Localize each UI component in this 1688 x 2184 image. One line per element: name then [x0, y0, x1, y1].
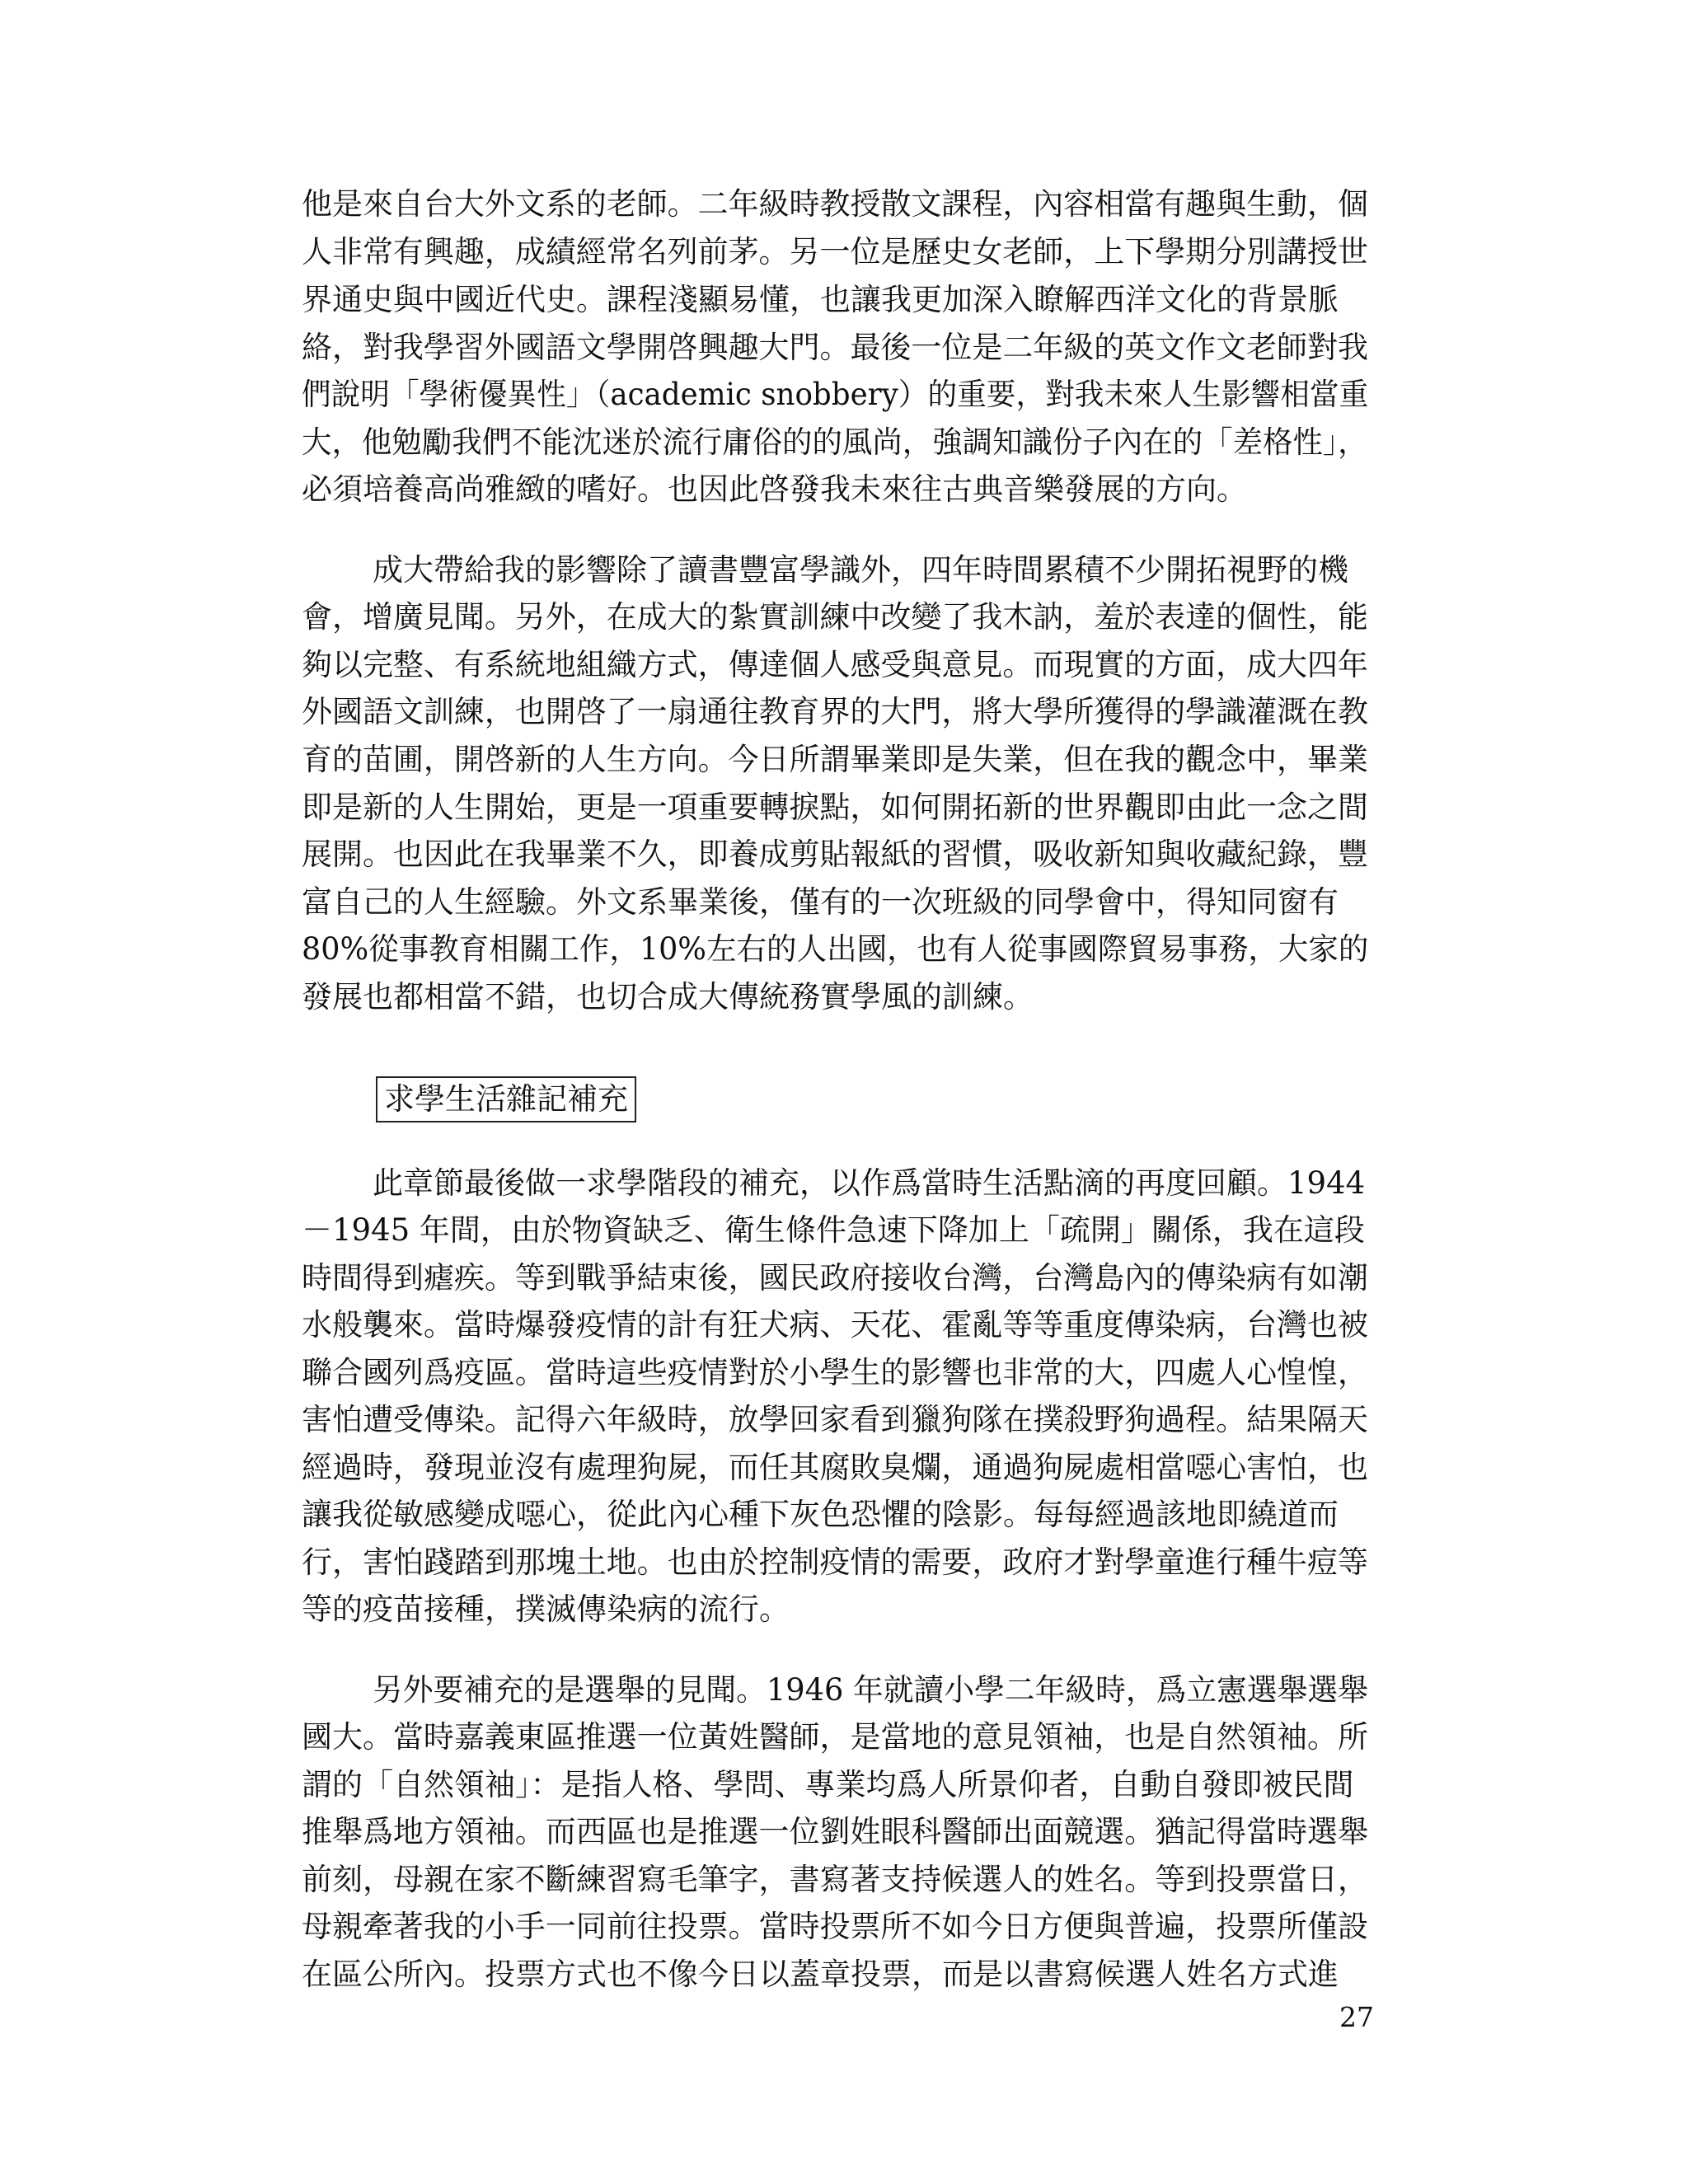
section-heading: 求學生活雜記補充: [376, 1076, 636, 1122]
text-line: 母親牽著我的小手一同前往投票。當時投票所不如今日方便與普遍，投票所僅設: [302, 1909, 1368, 1944]
text-line: 發展也都相當不錯，也切合成大傳統務實學風的訓練。: [302, 979, 1034, 1015]
text-line: 夠以完整、有系統地組織方式，傳達個人感受與意見。而現實的方面，成大四年: [302, 647, 1368, 682]
text-line: 謂的「自然領袖」：是指人格、學問、專業均爲人所景仰者，自動自發即被民間: [302, 1767, 1354, 1802]
text-line: 此章節最後做一求學階段的補充，以作爲當時生活點滴的再度回顧。1944: [373, 1165, 1366, 1201]
text-line: 80%從事教育相關工作，10%左右的人出國，也有人從事國際貿易事務，大家的: [302, 931, 1369, 967]
text-line: 時間得到瘧疾。等到戰爭結束後，國民政府接收台灣，台灣島內的傳染病有如潮: [302, 1260, 1368, 1296]
text-line: 大，他勉勵我們不能沈迷於流行庸俗的的風尚，強調知識份子內在的「差格性」，: [302, 424, 1368, 460]
text-line: 展開。也因此在我畢業不久，即養成剪貼報紙的習慣，吸收新知與收藏紀錄，豐: [302, 837, 1368, 872]
text-line: 推舉爲地方領袖。而西區也是推選一位劉姓眼科醫師出面競選。猶記得當時選舉: [302, 1814, 1368, 1849]
text-line: 育的苗圃，開啓新的人生方向。今日所謂畢業即是失業，但在我的觀念中，畢業: [302, 742, 1368, 777]
text-line: 行，害怕踐踏到那塊土地。也由於控制疫情的需要，政府才對學童進行種牛痘等: [302, 1544, 1368, 1580]
text-line: 在區公所內。投票方式也不像今日以蓋章投票，而是以書寫候選人姓名方式進: [302, 1957, 1339, 1992]
text-line: 水般襲來。當時爆發疫情的計有狂犬病、天花、霍亂等等重度傳染病，台灣也被: [302, 1307, 1368, 1343]
text-line: －1945 年間，由於物資缺乏、衛生條件急速下降加上「疏開」關係，我在這段: [302, 1212, 1365, 1248]
page-number: 27: [1339, 2001, 1374, 2033]
text-line: 界通史與中國近代史。課程淺顯易懂，也讓我更加深入瞭解西洋文化的背景脈: [302, 282, 1339, 317]
text-line: 他是來自台大外文系的老師。二年級時教授散文課程，內容相當有趣與生動，個: [302, 186, 1368, 222]
text-line: 即是新的人生開始，更是一項重要轉捩點，如何開拓新的世界觀即由此一念之間: [302, 790, 1368, 825]
text-line: 等的疫苗接種，撲滅傳染病的流行。: [302, 1591, 790, 1627]
text-line: 害怕遭受傳染。記得六年級時，放學回家看到獵狗隊在撲殺野狗過程。結果隔天: [302, 1402, 1368, 1437]
text-line: 經過時，發現並沒有處理狗屍，而任其腐敗臭爛，通過狗屍處相當噁心害怕，也: [302, 1450, 1368, 1485]
text-line: 們說明「學術優異性」（academic snobbery）的重要，對我未來人生影響相當重: [302, 377, 1369, 412]
text-line: 外國語文訓練，也開啓了一扇通往教育界的大門，將大學所獲得的學識灌溉在教: [302, 694, 1368, 729]
text-line: 前刻，母親在家不斷練習寫毛筆字，書寫著支持候選人的姓名。等到投票當日，: [302, 1862, 1368, 1897]
text-line: 絡，對我學習外國語文學開啓興趣大門。最後一位是二年級的英文作文老師對我: [302, 330, 1368, 365]
text-line: 讓我從敏感變成噁心，從此內心種下灰色恐懼的陰影。每每經過該地即繞道而: [302, 1497, 1339, 1532]
text-line: 富自己的人生經驗。外文系畢業後，僅有的一次班級的同學會中，得知同窗有: [302, 884, 1339, 920]
text-line: 另外要補充的是選舉的見聞。1946 年就讀小學二年級時，爲立憲選舉選舉: [373, 1672, 1368, 1708]
text-line: 國大。當時嘉義東區推選一位黃姓醫師，是當地的意見領袖，也是自然領袖。所: [302, 1719, 1368, 1755]
text-line: 成大帶給我的影響除了讀書豐富學識外，四年時間累積不少開拓視野的機: [373, 552, 1348, 588]
text-line: 人非常有興趣，成績經常名列前茅。另一位是歷史女老師，上下學期分別講授世: [302, 234, 1368, 269]
text-line: 必須培養高尚雅緻的嗜好。也因此啓發我未來往古典音樂發展的方向。: [302, 471, 1247, 507]
text-line: 聯合國列爲疫區。當時這些疫情對於小學生的影響也非常的大，四處人心惶惶，: [302, 1355, 1368, 1390]
text-line: 會，增廣見聞。另外，在成大的紮實訓練中改變了我木訥，羞於表達的個性，能: [302, 599, 1368, 635]
